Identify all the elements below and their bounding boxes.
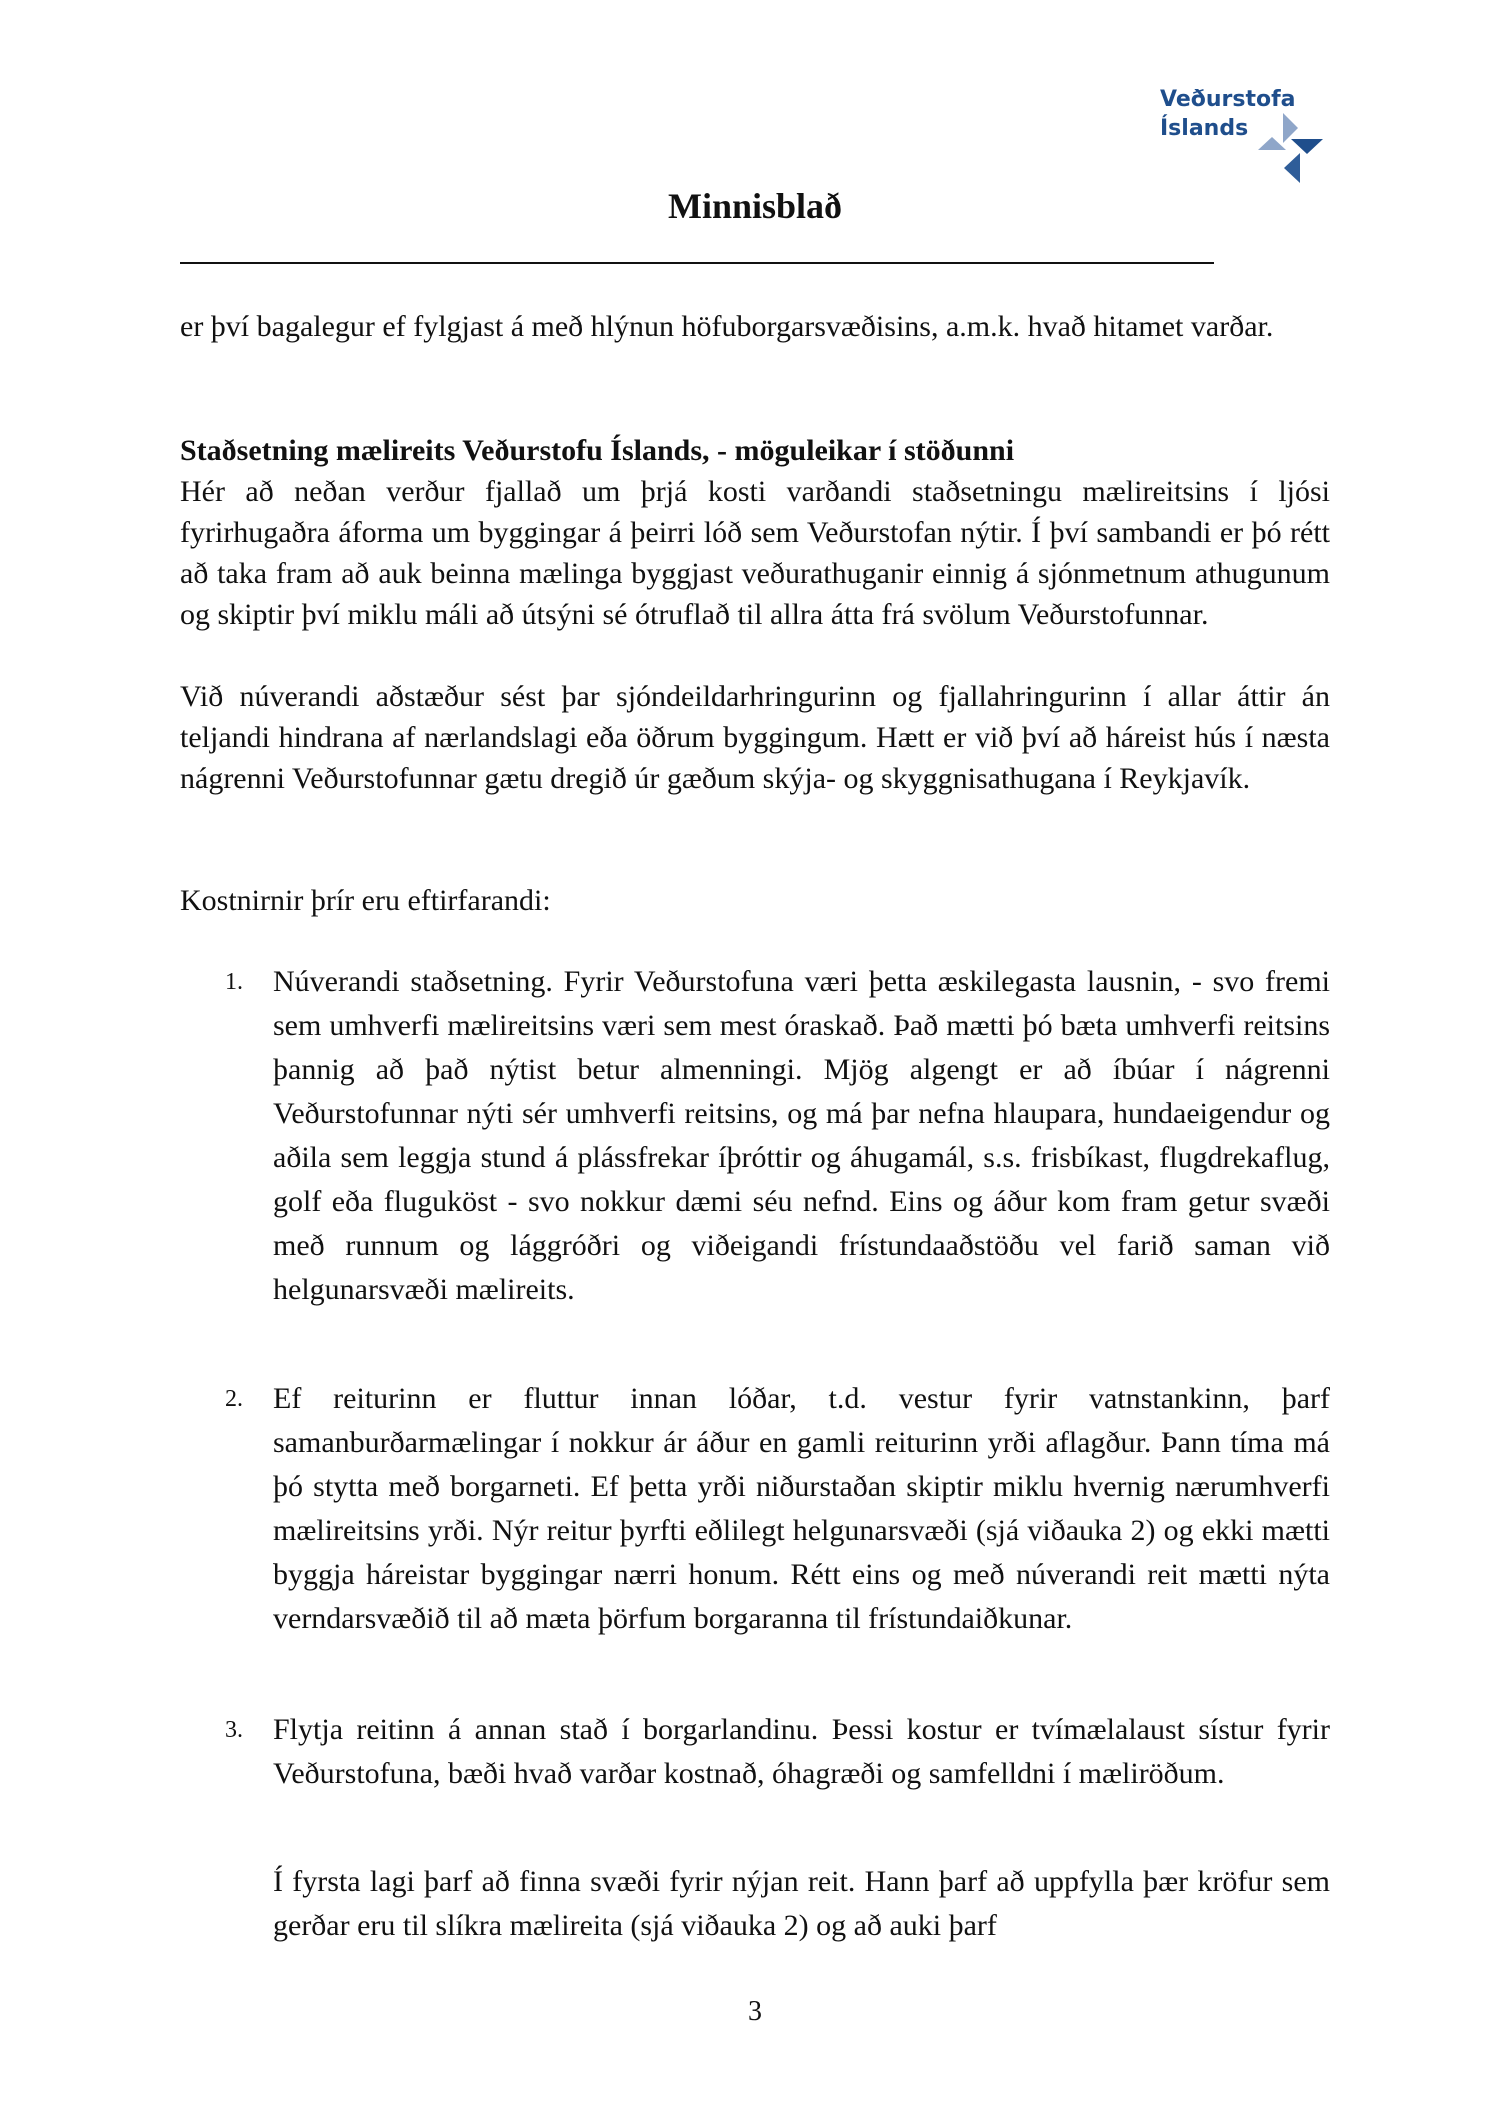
paragraph-options-intro: Hér að neðan verður fjallað um þrjá kosti varðandi staðsetningu mælireitsins í ljósi fyrirhugaðra áforma um byggingar á þeirri lóð sem Veðurstofan nýtir. Í því sambandi er þó rétt að taka fram að auk beinna mælinga byggjast veðurathuganir einnig á sjónmetnum athugunum og skiptir því miklu máli að útsýni sé ótruflað til allra átta frá svölum Veðurstofunnar. xyxy=(180,475,1330,631)
vedurstofa-logo xyxy=(1160,85,1340,185)
options-lead-in: Kostnirnir þrír eru eftirfarandi: xyxy=(180,884,551,917)
list-item-text: Flytja reitinn á annan stað í borgarlandinu. Þessi kostur er tvímælalaust sístur fyrir Veðurstofuna, bæði hvað varðar kostnað, óhagræði og samfelldni í mæliröðum. xyxy=(273,1713,1330,1790)
list-item xyxy=(225,960,1330,1312)
document-title: Minnisblað xyxy=(667,186,843,226)
paragraph-continued: er því bagalegur ef fylgjast á með hlýnun höfuborgarsvæðisins, a.m.k. hvað hitamet varðar. xyxy=(180,310,1274,343)
paragraph-current-conditions: Við núverandi aðstæður sést þar sjóndeildarhringurinn og fjallahringurinn í allar áttir án teljandi hindrana af nærlandslagi eða öðrum byggingum. Hætt er við því að háreist hús í næsta nágrenni Veðurstofunnar gætu dregið úr gæðum skýja- og skyggnisathugana í Reykjavík. xyxy=(180,680,1330,795)
page-number: 3 xyxy=(748,1996,762,2027)
logo-text-line2: Íslands xyxy=(1160,116,1249,141)
title-underline xyxy=(180,262,1214,264)
list-item xyxy=(225,1708,1330,1796)
list-item-text: Ef reiturinn er fluttur innan lóðar, t.d. vestur fyrir vatnstankinn, þarf samanburðarmælingar í nokkur ár áður en gamli reiturinn yrði aflagður. Þann tíma má þó stytta með borgarneti. Ef þetta yrði niðurstaðan skiptir miklu hvernig nærumhverfi mælireitsins yrði. Nýr reitur þyrfti eðlilegt helgunarsvæði (sjá viðauka 2) og ekki mætti byggja háreistar byggingar nærri honum. Rétt eins og með núverandi reit mætti nýta verndarsvæðið til að mæta þörfum borgaranna til frístundaiðkunar. xyxy=(273,1382,1330,1635)
list-item-text: Núverandi staðsetning. Fyrir Veðurstofuna væri þetta æskilegasta lausnin, - svo fremi sem umhverfi mælireitsins væri sem mest óraskað. Það mætti þó bæta umhverfi reitsins þannig að það nýtist betur almenningi. Mjög algengt er að íbúar í nágrenni Veðurstofunnar nýti sér umhverfi reitsins, og má þar nefna hlaupara, hundaeigendur og aðila sem leggja stund á plássfrekar íþróttir og áhugamál, s.s. frisbíkast, flugdrekaflug, golf eða fluguköst - svo nokkur dæmi séu nefnd. Eins og áður kom fram getur svæði með runnum og lággróðri og viðeigandi frístundaaðstöðu vel farið saman við helgunarsvæði mælireits. xyxy=(273,965,1330,1306)
logo-triangles-icon xyxy=(1255,113,1335,183)
list-number: 3. xyxy=(225,1717,243,1743)
list-number: 2. xyxy=(225,1386,243,1412)
section-heading: Staðsetning mælireits Veðurstofu Íslands, - möguleikar í stöðunni xyxy=(180,434,1015,467)
list-item-subparagraph: Í fyrsta lagi þarf að finna svæði fyrir nýjan reit. Hann þarf að uppfylla þær kröfur sem gerðar eru til slíkra mælireita (sjá viðauka 2) og að auki þarf xyxy=(273,1865,1330,1942)
logo-text-line1: Veðurstofa xyxy=(1160,87,1296,112)
list-item xyxy=(225,1377,1330,1641)
list-number: 1. xyxy=(225,969,243,995)
